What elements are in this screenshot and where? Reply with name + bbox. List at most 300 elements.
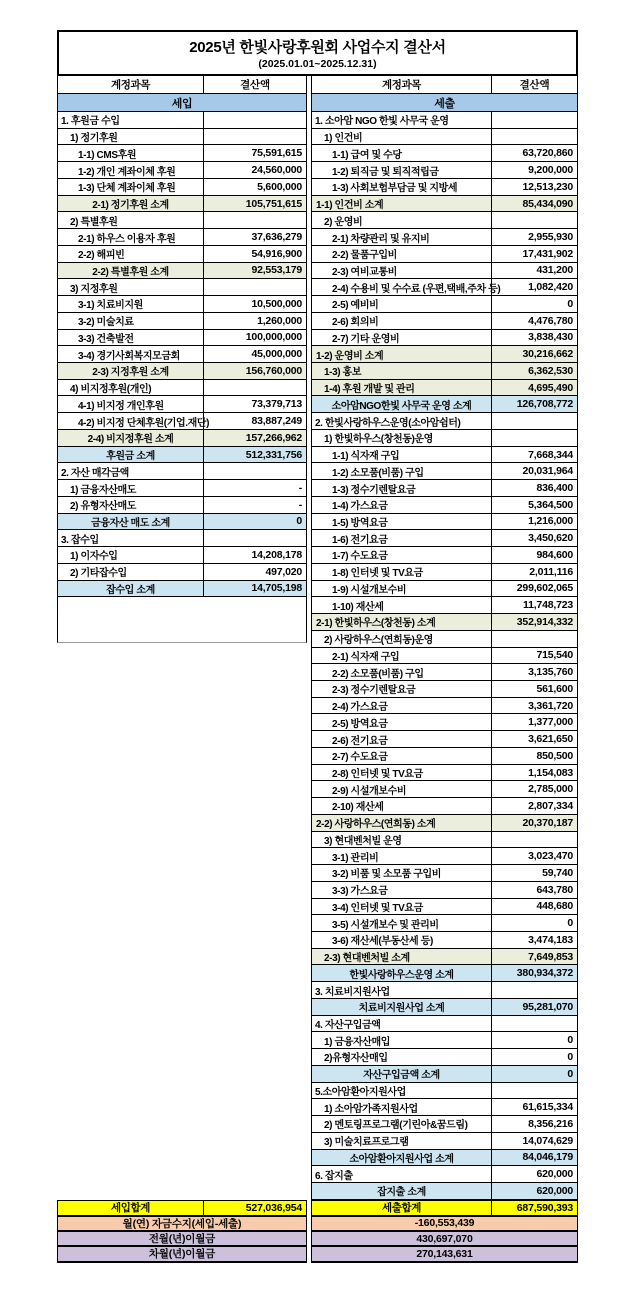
account-cell: 2-2) 소모품(비품) 구입 [312,664,492,680]
item-row [311,145,578,162]
item-row [57,129,307,146]
amount-cell: 3,450,620 [528,532,573,545]
item-row [311,597,578,614]
expense-total-value: 687,590,393 [516,1201,573,1214]
expense-band-label: 세출 [434,97,455,110]
account-cell: 1) 금융자산매입 [312,1032,492,1048]
account-cell: 2-1) 한빛하우스(창천동) 소계 [312,614,492,630]
account-cell: 4-2) 비지정 단체후원(기업.재단) [58,413,204,429]
account-cell: 3-6) 재산세(부동산세 등) [312,932,492,948]
account-cell: 2-7) 기타 운영비 [312,330,492,346]
account-cell: 1-2) 개인 계좌이체 후원 [58,162,204,178]
item-row [311,313,578,330]
section-row [311,1016,578,1033]
account-cell: 잡수입 소계 [58,581,204,597]
account-cell: 3. 잡수입 [58,530,204,546]
item-row [311,497,578,514]
section-row [57,530,307,547]
item-row [311,1133,578,1150]
account-cell: 3-3) 가스요금 [312,882,492,898]
item-row [311,296,578,313]
group-total-row [57,581,307,598]
account-cell: 2-1) 정기후원 소계 [58,196,204,212]
amount-cell: 836,400 [536,482,573,495]
item-row [311,848,578,865]
amount-cell [204,380,306,396]
account-cell: 3-2) 비품 및 소모품 구입비 [312,865,492,881]
item-row [311,915,578,932]
item-row [311,781,578,798]
revenue-table [57,76,307,1263]
section-row [57,463,307,480]
account-cell: 1. 후원금 수입 [58,112,204,128]
item-row [57,396,307,413]
account-cell: 치료비지원사업 소계 [312,999,492,1015]
item-row [311,263,578,280]
subtotal-row [57,430,307,447]
amount-cell [492,129,577,145]
account-cell: 3-5) 시설개보수 및 관리비 [312,915,492,931]
account-cell: 잡지출 소계 [312,1183,492,1199]
item-row [311,882,578,899]
amount-cell: 6,362,530 [528,364,573,377]
amount-cell: 126,708,772 [516,398,573,411]
prev-carryover-value: 430,697,070 [416,1232,473,1245]
subtotal-row [311,346,578,363]
subtotal-row [311,196,578,213]
account-cell: 1-4) 후원 개발 및 관리 [312,380,492,396]
amount-cell: 448,680 [536,900,573,913]
amount-cell: 84,046,179 [522,1151,573,1164]
group-total-row [57,447,307,464]
revenue-total-label: 세입합계 [58,1201,204,1215]
amount-cell: 380,934,372 [516,967,573,980]
account-cell: 1-8) 인터넷 및 TV요금 [312,564,492,580]
amount-cell: 620,000 [536,1168,573,1181]
amount-cell: 14,705,198 [251,582,302,595]
subtotal-row [311,380,578,397]
account-cell: 2-3) 여비교통비 [312,263,492,279]
section-row [311,413,578,430]
account-cell: 3-1) 치료비지원 [58,296,204,312]
group-total-row [311,1150,578,1167]
amount-cell: - [298,482,302,495]
account-cell: 2-6) 회의비 [312,313,492,329]
account-cell: 1-3) 단체 계좌이체 후원 [58,179,204,195]
amount-cell: 85,434,090 [522,197,573,210]
group-total-row [311,1066,578,1083]
amount-cell [492,982,577,998]
account-cell: 2-2) 사랑하우스(연희동) 소계 [312,815,492,831]
item-row [311,765,578,782]
net-balance-row [57,1217,307,1232]
account-cell: 소아암환아지원사업 소계 [312,1150,492,1166]
amount-cell: 0 [296,515,302,528]
item-row [311,212,578,229]
item-row [311,179,578,196]
amount-cell: 92,553,179 [251,264,302,277]
account-cell: 3-4) 경기사회복지모금회 [58,346,204,362]
amount-cell: - [298,498,302,511]
account-cell: 2-4) 비지정후원 소계 [58,430,204,446]
item-row [311,547,578,564]
account-cell: 3. 치료비지원사업 [312,982,492,998]
amount-cell: 12,513,230 [522,180,573,193]
amount-cell [492,430,577,446]
account-cell: 1-1) CMS후원 [58,145,204,161]
revenue-band [57,94,307,112]
amount-cell: 3,838,430 [528,331,573,344]
item-row [57,564,307,581]
account-cell: 1. 소아암 NGO 한빛 사무국 운영 [312,112,492,128]
item-row [57,229,307,246]
account-cell: 2-8) 인터넷 및 TV요금 [312,765,492,781]
account-cell: 2-2) 물품구입비 [312,246,492,262]
item-row [311,330,578,347]
revenue-total-value: 527,036,954 [245,1201,302,1214]
revenue-total-row [57,1200,307,1217]
account-cell: 2-10) 재산세 [312,798,492,814]
amount-cell: 20,031,964 [522,465,573,478]
amount-cell: 83,887,249 [251,415,302,428]
amount-cell: 850,500 [536,749,573,762]
item-row [311,514,578,531]
item-row [311,648,578,665]
amount-cell [204,279,306,295]
prev-carryover-label: 전월(년)이월금 [148,1233,216,1246]
item-row [57,279,307,296]
amount-cell [492,112,577,128]
report-title: 2025년 한빛사랑후원회 사업수지 결산서 [189,39,446,56]
account-cell: 금융자산 매도 소계 [58,514,204,530]
report-body [57,76,578,1263]
item-row [311,698,578,715]
account-cell: 1) 이자수입 [58,547,204,563]
item-row [311,430,578,447]
amount-cell [492,832,577,848]
amount-cell: 0 [567,1067,573,1080]
amount-cell: 156,760,000 [245,364,302,377]
account-cell: 2-9) 시설개보수비 [312,781,492,797]
amount-cell: 1,216,000 [528,515,573,528]
group-total-row [311,999,578,1016]
account-cell: 3) 미술치료프로그램 [312,1133,492,1149]
expense-total-row [311,1200,578,1217]
amount-cell: 7,649,853 [528,950,573,963]
item-row [57,497,307,514]
account-cell: 2-4) 수용비 및 수수료 (우편,택배,주차 등) [312,279,492,295]
item-row [57,313,307,330]
item-row [311,129,578,146]
account-cell: 2) 사랑하우스(연희동)운영 [312,631,492,647]
expense-table [311,76,578,1263]
next-carryover-label: 차월(년)이월금 [148,1248,216,1261]
amount-cell: 4,476,780 [528,314,573,327]
section-row [311,1166,578,1183]
account-cell: 1) 한빛하우스(창천동)운영 [312,430,492,446]
subtotal-row [57,196,307,213]
amount-cell: 1,377,000 [528,716,573,729]
amount-cell: 3,474,183 [528,933,573,946]
item-row [57,212,307,229]
item-row [311,748,578,765]
amount-cell: 37,636,279 [251,231,302,243]
account-cell: 3-4) 인터넷 및 TV요금 [312,899,492,915]
item-row [311,162,578,179]
expense-total-label: 세출합계 [312,1201,492,1215]
amount-cell: 8,356,216 [528,1117,573,1130]
amount-cell: 20,370,187 [522,816,573,829]
section-row [311,1083,578,1100]
subtotal-row [311,815,578,832]
account-cell: 후원금 소계 [58,447,204,463]
amount-header: 결산액 [240,79,270,91]
account-cell: 1) 금융자산매도 [58,480,204,496]
item-row [57,162,307,179]
amount-cell: 17,431,902 [522,247,573,260]
account-cell: 3) 현대벤처빌 운영 [312,832,492,848]
amount-header: 결산액 [519,79,550,91]
amount-cell: 2,785,000 [528,783,573,796]
account-cell: 2-1) 하우스 이용자 후원 [58,229,204,245]
account-cell: 2-6) 전기요금 [312,731,492,747]
group-total-row [57,514,307,531]
subtotal-row [311,614,578,631]
item-row [311,1116,578,1133]
revenue-empty-cell [57,597,307,643]
item-row [311,681,578,698]
net-balance-label: 월(연) 자금수지(세입-세출) [122,1217,242,1230]
account-cell: 1-1) 인건비 소계 [312,196,492,212]
account-cell: 2) 운영비 [312,212,492,228]
account-cell: 1-2) 운영비 소계 [312,346,492,362]
account-cell: 2) 멘토링프로그램(기린아&꿈드림) [312,1116,492,1132]
expense-band [311,94,578,112]
amount-cell: 7,668,344 [528,448,573,461]
account-cell: 2)유형자산매입 [312,1049,492,1065]
amount-cell: 497,020 [265,565,302,578]
account-cell: 2-1) 식자재 구입 [312,648,492,664]
account-cell: 2-1) 차량관리 및 유지비 [312,229,492,245]
account-cell: 1-3) 사회보험부담금 및 지방세 [312,179,492,195]
report-header [57,30,578,76]
amount-cell: 431,200 [536,264,573,277]
amount-cell: 0 [567,1034,573,1047]
account-cell: 1-2) 소모품(비품) 구입 [312,463,492,479]
account-header: 계정과목 [58,76,204,93]
amount-cell: 73,379,713 [251,398,302,411]
account-cell: 2-4) 가스요금 [312,698,492,714]
amount-cell [204,463,306,479]
amount-cell: 9,200,000 [528,164,573,177]
account-cell: 3-1) 관리비 [312,848,492,864]
item-row [311,1049,578,1066]
item-row [311,279,578,296]
account-cell: 2-3) 현대벤처빌 소계 [312,949,492,965]
amount-cell: 63,720,860 [522,147,573,160]
account-cell: 2-5) 예비비 [312,296,492,312]
item-row [57,179,307,196]
item-row [311,731,578,748]
item-row [57,480,307,497]
net-balance-value-row [311,1217,578,1232]
account-cell: 1-3) 홍보 [312,363,492,379]
item-row [311,714,578,731]
group-total-row [311,396,578,413]
account-cell: 1-10) 재산세 [312,597,492,613]
amount-cell: 0 [567,297,573,310]
report-period: (2025.01.01~2025.12.31) [258,58,377,70]
account-cell: 1-5) 방역요금 [312,514,492,530]
amount-cell [492,1083,577,1099]
section-row [311,112,578,129]
item-row [57,296,307,313]
amount-cell: 11,748,723 [523,599,573,612]
amount-cell [492,1016,577,1032]
amount-cell: 1,154,083 [528,766,573,779]
amount-cell: 14,208,178 [251,548,302,561]
item-row [311,581,578,598]
amount-cell: 715,540 [536,649,573,662]
account-cell: 2. 한빛사랑하우스운영(소아암쉼터) [312,413,492,429]
subtotal-row [57,263,307,280]
group-total-row [311,1183,578,1200]
account-cell: 4) 비지정후원(개인) [58,380,204,396]
amount-cell: 24,560,000 [251,164,302,177]
amount-cell: 59,740 [542,866,573,879]
amount-cell: 2,011,116 [529,565,573,578]
account-cell: 1-9) 시설개보수비 [312,581,492,597]
account-cell: 소아암NGO한빛 사무국 운영 소계 [312,396,492,412]
item-row [57,547,307,564]
account-cell: 2) 기타잡수입 [58,564,204,580]
amount-cell [492,212,577,228]
amount-cell: 95,281,070 [522,1000,573,1013]
item-row [311,480,578,497]
account-cell: 4. 자산구입금액 [312,1016,492,1032]
group-total-row [311,965,578,982]
account-header: 계정과목 [312,76,492,93]
account-cell: 자산구입금액 소계 [312,1066,492,1082]
item-row [311,664,578,681]
amount-cell: 157,266,962 [245,431,302,444]
expense-column-headers [311,76,578,94]
item-row [311,246,578,263]
account-cell: 3-2) 미술치료 [58,313,204,329]
account-cell: 2) 유형자산매도 [58,497,204,513]
amount-cell: 984,600 [536,548,573,561]
item-row [311,229,578,246]
item-row [57,346,307,363]
account-cell: 1) 정기후원 [58,129,204,145]
account-cell: 2-7) 수도요금 [312,748,492,764]
amount-cell: 10,500,000 [251,297,302,310]
prev-carryover-row [57,1232,307,1247]
amount-cell: 5,600,000 [257,180,302,193]
revenue-band-label: 세입 [171,97,193,110]
amount-cell: 100,000,000 [245,331,302,344]
prev-carryover-value-row [311,1232,578,1247]
amount-cell [204,530,306,546]
subtotal-row [57,363,307,380]
account-cell: 2-3) 지정후원 소계 [58,363,204,379]
next-carryover-row [57,1247,307,1262]
amount-cell: 3,135,760 [528,666,573,679]
amount-cell: 75,591,615 [251,147,302,160]
account-cell: 1-6) 전기요금 [312,530,492,546]
item-row [311,932,578,949]
item-row [311,899,578,916]
section-row [311,982,578,999]
account-cell: 1-1) 급여 및 수당 [312,145,492,161]
next-carryover-value-row [311,1247,578,1262]
amount-cell: 5,364,500 [528,498,573,511]
revenue-blank-area [57,643,307,1199]
revenue-column-headers [57,76,307,94]
next-carryover-value: 270,143,631 [416,1247,473,1260]
amount-cell [204,112,306,128]
account-cell: 4-1) 비지정 개인후원 [58,396,204,412]
amount-cell: 643,780 [536,883,573,896]
account-cell: 3-3) 건축발전 [58,330,204,346]
account-cell: 6. 잡지출 [312,1166,492,1182]
amount-cell: 3,023,470 [528,850,573,863]
amount-cell [204,129,306,145]
item-row [311,832,578,849]
item-row [57,145,307,162]
amount-cell: 3,621,650 [528,733,573,746]
amount-cell: 352,914,332 [516,615,573,628]
account-cell: 2-2) 특별후원 소계 [58,263,204,279]
amount-cell: 299,602,065 [516,582,573,595]
item-row [311,447,578,464]
item-row [57,246,307,263]
amount-cell: 30,216,662 [522,348,573,361]
account-cell: 2) 특별후원 [58,212,204,228]
amount-cell: 4,695,490 [528,381,573,394]
amount-cell: 2,807,334 [528,799,573,812]
amount-cell [492,631,577,647]
item-row [57,380,307,397]
account-cell: 2-5) 방역요금 [312,714,492,730]
account-cell: 5.소아암환아지원사업 [312,1083,492,1099]
account-cell: 한빛사랑하우스운영 소계 [312,965,492,981]
item-row [311,463,578,480]
amount-cell: 2,955,930 [528,231,573,243]
amount-cell: 61,615,334 [522,1101,573,1114]
item-row [311,798,578,815]
account-cell: 1) 인건비 [312,129,492,145]
account-cell: 2-2) 해피빈 [58,246,204,262]
item-row [311,530,578,547]
account-cell: 1-7) 수도요금 [312,547,492,563]
amount-cell: 54,916,900 [251,247,302,260]
amount-cell: 45,000,000 [251,348,302,361]
item-row [311,1099,578,1116]
item-row [311,865,578,882]
account-cell: 1-3) 정수기렌탈요금 [312,480,492,496]
subtotal-row [311,363,578,380]
account-cell: 1-1) 식자재 구입 [312,447,492,463]
account-cell: 1-2) 퇴직금 및 퇴직적립금 [312,162,492,178]
amount-cell: 0 [567,917,573,930]
item-row [311,1032,578,1049]
amount-cell [204,212,306,228]
amount-cell: 620,000 [536,1184,573,1197]
amount-cell: 0 [567,1050,573,1063]
amount-cell: 512,331,756 [245,448,302,461]
account-cell: 3) 지정후원 [58,279,204,295]
